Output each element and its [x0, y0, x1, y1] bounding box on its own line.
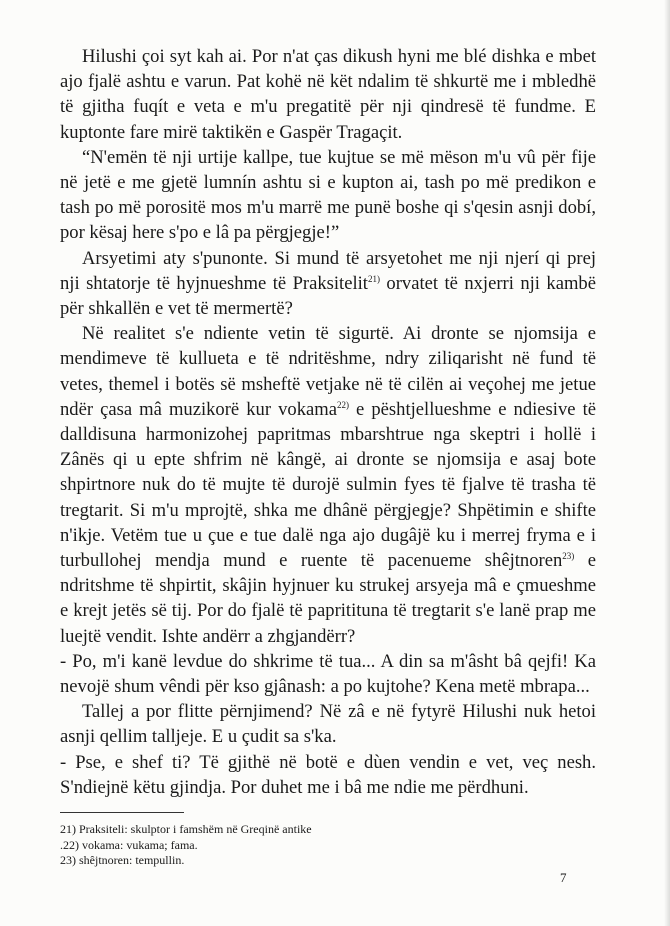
footnotes	[60, 822, 560, 869]
paragraph-text: Në realitet s'e ndiente vetin të sigurtë. Ai dronte se njomsija e mendimeve të kullueta e të ndritëshme, ndry ziliqarisht në fund të vetes, themel i botës së msheftë vetjake në të cilën ai veçohej me jetue ndër çasa mâ muzikorë kur vokama	[60, 323, 596, 420]
paragraph	[60, 699, 596, 749]
paragraph-text: Arsyetimi aty s'punonte. Si mund të arsyetohet me nji njerí qi prej nji shtatorje të hyjnueshme të Praksitelit	[60, 247, 596, 294]
paragraph	[60, 246, 596, 322]
paragraph	[60, 321, 596, 649]
paragraph-text: e ndritshme të shpirtit, skâjin hyjnuer ku strukej arsyeja mâ e çmueshme e krejt jetës së tij. Por do fjalë të papritituna të tregtarit s'e lanë prap me luejtë vendit. Ishte andërr a zhgjandërr?	[60, 550, 597, 647]
paragraph	[60, 750, 596, 800]
paragraph-text: e pështjellueshme e ndiesive të dalldisuna harmonizohej papritmas mbarshtrue nga skeptri i hollë i Zânës qi u epte shfrim në kângë, ai dronte se njomsija e asaj bote shpirtnore nuk do të mujte të durojë sulmin fyes të fjalve të trasha të tregtarit. Si m'u mprojtë, shka me dhânë përgjegje? Shpëtimin e shifte n'ikje. Vetëm tue u çue e tue dalë nga ajo dugâjë ku i merrej fryma e i turbullohej mendja mund e ruente të pacenueme shêjtnoren	[60, 398, 596, 572]
paragraph	[60, 145, 596, 246]
footnote-21: 21) Praksiteli: skulptor i famshëm në Greqinë antike	[60, 822, 312, 836]
page-edge-shadow	[664, 0, 670, 926]
footnote-marker: 22)	[336, 399, 349, 410]
paragraph-text: - Pse, e shef ti? Të gjithë në botë e dùen vendin e vet, veç nesh. S'ndiejnë këtu gjindja. Por duhet me i bâ me ndie me përdhuni.	[60, 751, 596, 798]
footnote-marker: 23)	[562, 550, 575, 561]
paragraph-text: Tallej a por flitte përnjimend? Në zâ e në fytyrë Hilushi nuk hetoi asnji qellim talljeje. E u çudit sa s'ka.	[60, 701, 596, 748]
paragraph	[60, 649, 596, 699]
paragraph-text: orvatet të nxjerri nji kambë për shkallën e vet të mermertë?	[60, 272, 596, 320]
footnote-22: .22) vokama: vukama; fama.	[60, 837, 198, 852]
footnote-23: 23) shêjtnoren: tempullin.	[60, 853, 185, 867]
paragraph-text: “N'emën të nji urtije kallpe, tue kujtue se më mëson m'u vû për fije në jetë e me gjetë lumnín ashtu si e kupton ai, tash po më predikon e tash po më porositë mos m'u marrë me punë boshe qi s'qesin asnji dobí, por kësaj here s'po e lâ pa përgjegje!”	[60, 146, 596, 244]
footnote-marker: 21)	[367, 273, 380, 284]
paragraph-text: Hilushi çoi syt kah ai. Por n'at ças dikush hyni me blé dishka e mbet ajo fjalë ashtu e varun. Pat kohë në kët ndalim të shkurtë me i mbledhë të gjitha fuqít e veta e m'u pregatitë për nji qindresë të fundme. E kuptonte fare mirë taktikën e Gaspër Tragaçit.	[60, 46, 596, 143]
footnote-separator	[60, 812, 184, 813]
page-number: 7	[560, 870, 567, 885]
paragraph-text: - Po, m'i kanë levdue do shkrime të tua... A din sa m'âsht bâ qejfi! Ka nevojë shum vêndi për kso gjânash: a po kujtohe? Kena metë mbrapa...	[60, 650, 596, 698]
paragraph	[60, 44, 596, 145]
body-text	[60, 44, 596, 800]
